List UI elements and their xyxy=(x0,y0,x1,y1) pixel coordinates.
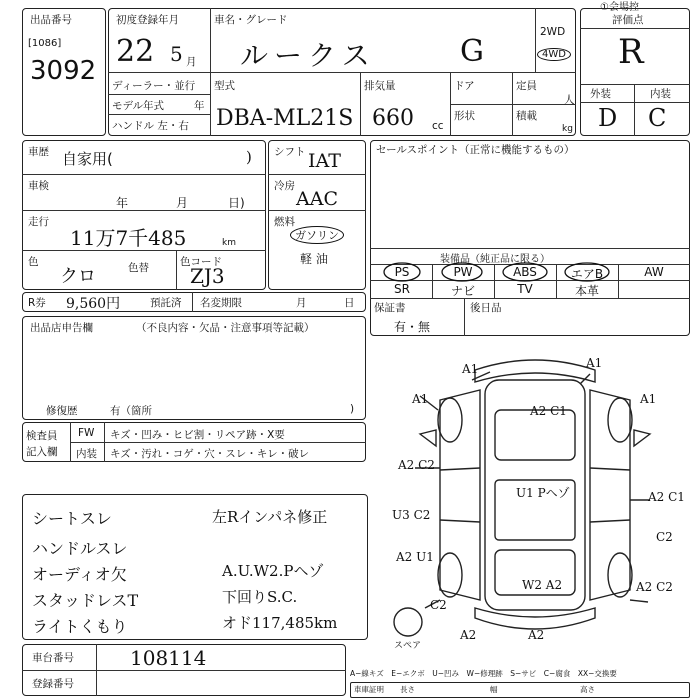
notes-label: 記入欄 xyxy=(26,446,58,458)
note-right-3: 下回りS.C. xyxy=(222,588,298,606)
note-right-4: オド117,485km xyxy=(222,614,338,632)
interior-row-label: 内装 xyxy=(76,448,97,460)
model-year-unit: 年 xyxy=(194,100,205,112)
note-5: ライトくもり xyxy=(32,617,128,636)
mark-right-rear-wheel: A2 C2 xyxy=(636,580,673,594)
car-label: 車名・グレード xyxy=(214,14,288,26)
mark-front-left: A1 xyxy=(462,362,479,376)
fw-items: キズ・凹み・ヒビ割・リペア跡・X要 xyxy=(110,429,285,441)
person-unit: 人 xyxy=(564,94,575,106)
equip-ps: PS xyxy=(394,265,410,279)
displacement: 660 xyxy=(372,106,414,131)
color-value: クロ xyxy=(60,266,96,287)
recall-label: 後日品 xyxy=(470,302,502,314)
equip-navi: ナビ xyxy=(450,284,475,298)
interior-items: キズ・汚れ・コゲ・穴・スレ・キレ・破レ xyxy=(110,448,310,460)
km-unit: km xyxy=(222,238,236,248)
inspection-year: 年 xyxy=(116,196,129,210)
fuel-label: 燃料 xyxy=(274,216,295,228)
history-close: ) xyxy=(246,148,252,166)
note-right-2: A.U.W2.Pヘゾ xyxy=(222,562,324,580)
mark-left-rear-wheel: C2 xyxy=(430,598,447,612)
lot-label: 出品番号 xyxy=(30,14,72,26)
fuel-value: ガソリン xyxy=(290,226,344,244)
equip-circles xyxy=(370,258,610,288)
capacity-label: 定員 xyxy=(516,80,537,92)
first-reg-year: 22 xyxy=(116,34,155,69)
note-right-1: 左Rインパネ修正 xyxy=(212,508,328,526)
shape-label: 形状 xyxy=(454,110,475,122)
displacement-label: 排気量 xyxy=(364,80,396,92)
model-code: DBA-ML21S xyxy=(216,106,354,131)
light-oil: 軽 油 xyxy=(300,252,328,266)
note-4: スタッドレスT xyxy=(32,591,139,610)
equip-abs: ABS xyxy=(513,265,537,279)
door-label: ドア xyxy=(454,80,475,92)
handle-label: ハンドル 左・右 xyxy=(112,120,189,132)
color-code: ZJ3 xyxy=(190,264,225,288)
mark-roof: U1 Pヘゾ xyxy=(516,486,570,500)
mark-right-door: A2 C1 xyxy=(648,490,685,504)
warranty-label: 保証書 xyxy=(374,302,406,314)
repair-value: 有（箇所 xyxy=(110,405,152,417)
car-grade: G xyxy=(460,34,484,69)
mark-rear-left: A2 xyxy=(460,628,477,642)
lot-sub: [1086] xyxy=(28,38,62,49)
garage-length: 長さ xyxy=(400,685,415,694)
color-label: 色 xyxy=(28,256,39,268)
mark-trunk: W2 A2 xyxy=(522,578,563,592)
note-2: ハンドルスレ xyxy=(32,539,128,558)
inspection-day: 日) xyxy=(228,196,245,210)
equip-title: 装備品（純正品に限る） xyxy=(440,254,550,265)
sales-title: セールスポイント（正常に機能するもの） xyxy=(376,144,575,156)
recycle-value: 9,560円 xyxy=(66,296,121,312)
mileage-label: 走行 xyxy=(28,216,49,228)
color-code-label: 色コード xyxy=(180,256,222,268)
eval-label: 評価点 xyxy=(612,14,644,26)
kg-unit: kg xyxy=(562,124,573,134)
equip-pw: PW xyxy=(453,265,473,279)
exterior-grade: D xyxy=(598,104,618,132)
equip-leather: 本革 xyxy=(574,284,599,298)
repair-close: ) xyxy=(350,403,355,415)
car-number: 108114 xyxy=(130,646,207,670)
history-label: 車歴 xyxy=(28,146,49,158)
equip-airbag: エアB xyxy=(570,267,604,281)
reg-number-label: 登録番号 xyxy=(32,678,74,690)
mileage-value: 11万7千485 xyxy=(70,226,187,250)
model-year-label: モデル年式 xyxy=(112,100,164,112)
mark-left-fender: A1 xyxy=(412,392,429,406)
load-label: 積載 xyxy=(516,110,537,122)
mark-right-rear: C2 xyxy=(656,530,673,544)
equip-tv: TV xyxy=(517,282,533,296)
report-subtitle: （不良内容・欠品・注意事項等記載） xyxy=(136,322,315,334)
drive-4wd: 4WD xyxy=(537,48,571,61)
month-unit: 月 xyxy=(186,56,197,68)
garage-label: 車庫証明 xyxy=(354,685,384,694)
repair-label: 修復歴 xyxy=(46,405,78,417)
sales-box xyxy=(370,140,690,336)
mark-left-rear-door: U3 C2 xyxy=(392,508,431,522)
repaint-label: 色替 xyxy=(128,262,149,274)
car-name: ルークス xyxy=(240,39,376,72)
eval-score: R xyxy=(618,32,644,72)
note-1: シートスレ xyxy=(32,509,112,528)
name-change-label: 名変期限 xyxy=(200,297,242,309)
mark-right-fender: A1 xyxy=(640,392,657,406)
garage-width: 幅 xyxy=(490,685,498,694)
deposit-label: 預託済 xyxy=(150,297,182,309)
mark-rear-right: A2 xyxy=(528,628,545,642)
mark-left-front-door: A2 C2 xyxy=(398,458,435,472)
mark-left-quarter: A2 U1 xyxy=(396,550,434,564)
history-value: 自家用( xyxy=(62,150,113,168)
mark-hood: A2 C1 xyxy=(530,404,567,418)
cc-unit: cc xyxy=(432,120,444,132)
dealer-label: ディーラー・並行 xyxy=(112,80,196,92)
ac-label: 冷房 xyxy=(274,180,295,192)
recycle-label: R券 xyxy=(28,297,46,309)
inspection-label: 車検 xyxy=(28,180,49,192)
interior-grade: C xyxy=(648,104,667,132)
inspector-label: 検査員 xyxy=(26,430,58,442)
note-3: オーディオ欠 xyxy=(32,565,127,584)
damage-legend: A−線キズ E−エクボ U−凹み W−修理跡 S−サビ C−腐食 XX−交換要 xyxy=(350,669,617,678)
shift-value: IAT xyxy=(308,150,341,172)
car-number-label: 車台番号 xyxy=(32,652,74,664)
equip-aw: AW xyxy=(644,265,664,279)
name-change-month: 月 xyxy=(296,297,307,309)
equip-sr: SR xyxy=(394,282,410,296)
lot-number: 3092 xyxy=(30,56,97,86)
fw-label: FW xyxy=(78,427,95,439)
spare-label: スペア xyxy=(394,641,422,651)
exterior-label: 外装 xyxy=(590,88,611,100)
inspection-month: 月 xyxy=(176,196,189,210)
first-reg-label: 初度登録年月 xyxy=(116,14,179,26)
mark-front-right: A1 xyxy=(586,356,603,370)
warranty-value: 有・無 xyxy=(394,320,431,334)
drive-2wd: 2WD xyxy=(540,26,566,38)
venue-text: ①会場控 xyxy=(600,2,639,13)
ac-value: AAC xyxy=(296,188,338,210)
garage-height: 高さ xyxy=(580,685,595,694)
interior-label: 内装 xyxy=(650,88,671,100)
first-reg-month: 5 xyxy=(170,42,183,66)
report-title: 出品店申告欄 xyxy=(30,322,93,334)
shift-label: シフト xyxy=(274,146,306,158)
name-change-day: 日 xyxy=(344,297,355,309)
type-label: 型式 xyxy=(214,80,235,92)
